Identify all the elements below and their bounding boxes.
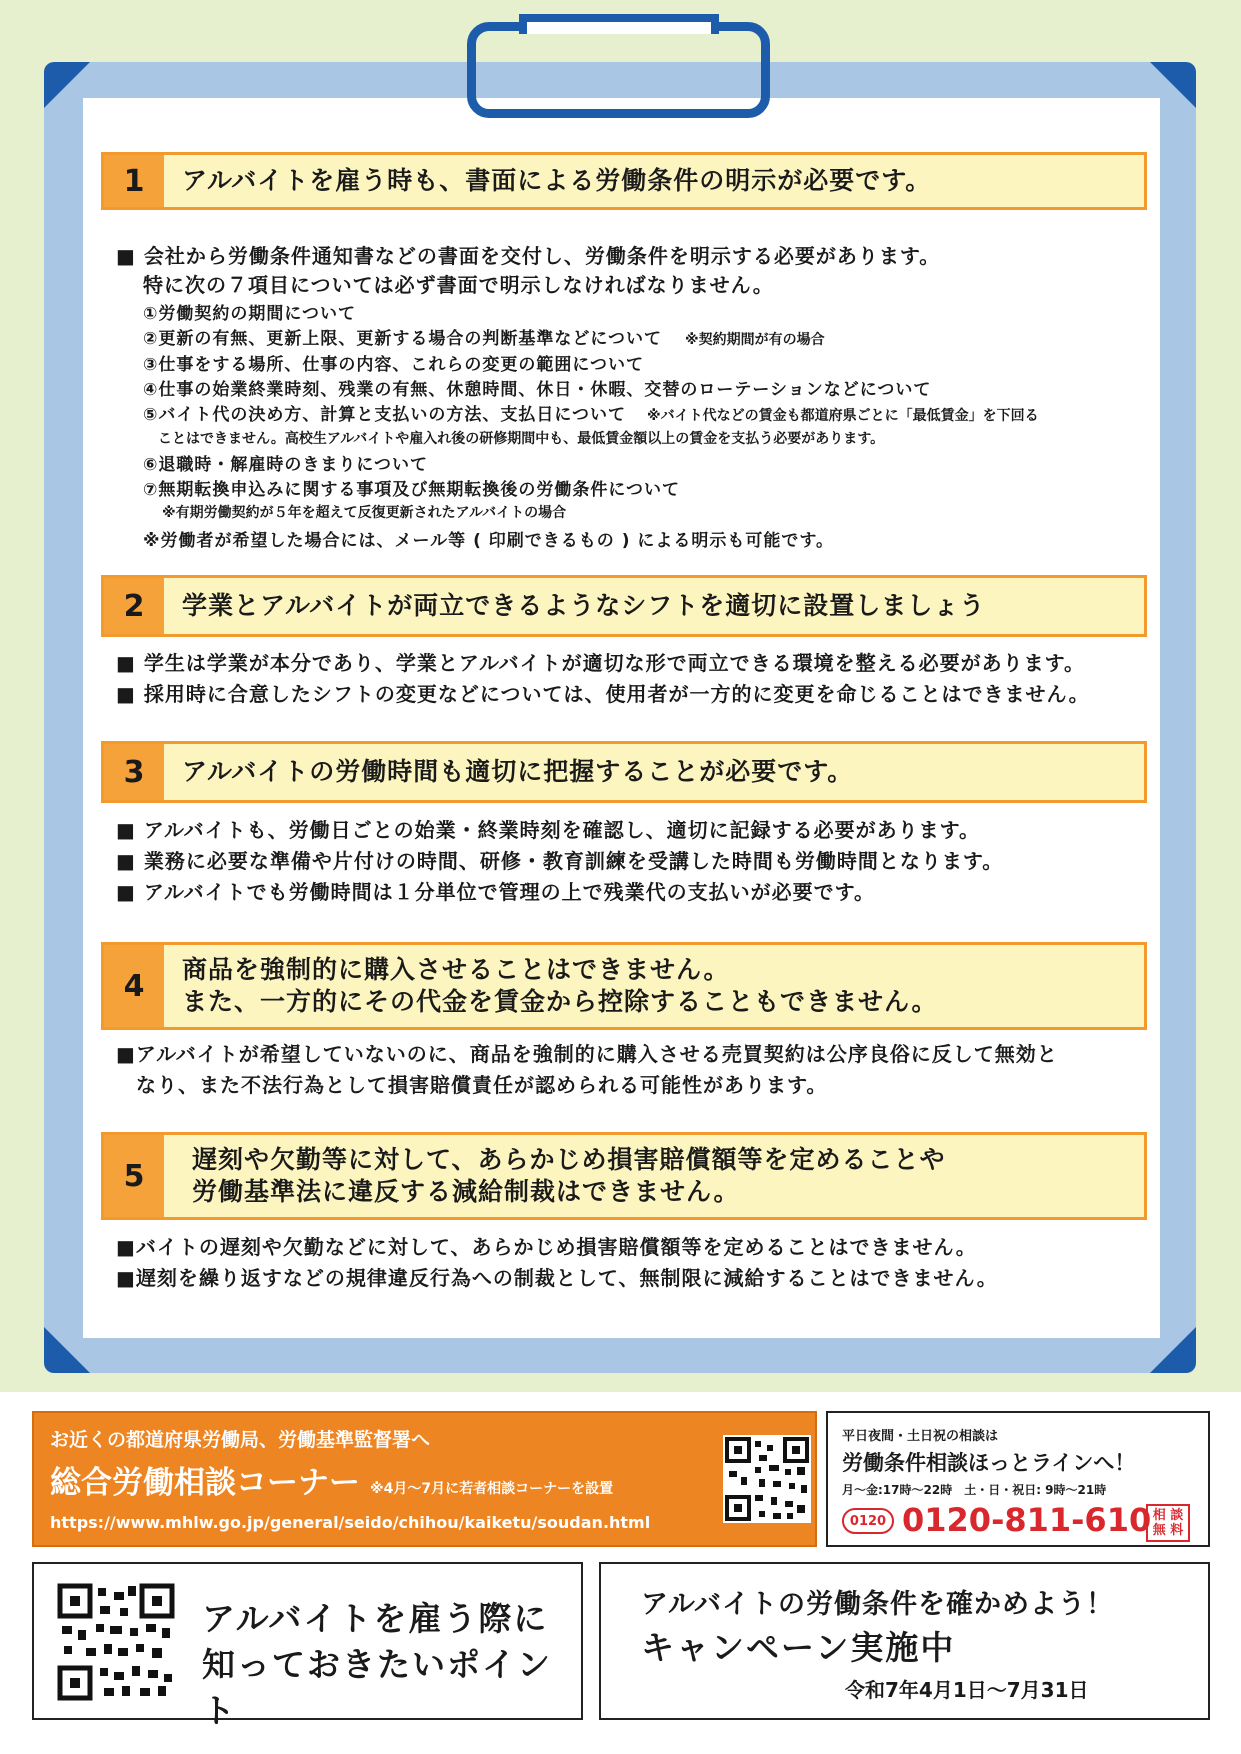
section-title-line: 商品を強制的に購入させることはできません。 [182, 955, 730, 984]
list-item: ③仕事をする場所、仕事の内容、これらの変更の範囲について [143, 355, 645, 375]
campaign-period: 令和7年4月1日～7月31日 [845, 1678, 1089, 1702]
section-2-body [116, 648, 1090, 710]
body-line: ■ アルバイトでも労働時間は１分単位で管理の上で残業代の支払いが必要です。 [116, 880, 876, 904]
section-3-header [101, 741, 1147, 803]
section-title-line: 遅刻や欠勤等に対して、あらかじめ損害賠償額等を定めることや [192, 1145, 946, 1174]
list-item: ④仕事の始業終業時刻、残業の有無、休憩時間、休日・休暇、交替のローテーションなどについて [143, 380, 932, 400]
section-footnote: ※労働者が希望した場合には、メール等 ( 印刷できるもの ) による明示も可能です。 [143, 531, 835, 551]
list-item-note: ※バイト代などの賃金も都道府県ごとに「最低賃金」を下回る [646, 408, 1039, 424]
section-4-header [101, 942, 1147, 1030]
body-line: ■遅刻を繰り返すなどの規律違反行為への制裁として、無制限に減給することはできません。 [116, 1266, 998, 1290]
badge-line: 相 談 [1152, 1508, 1184, 1523]
qr-code-icon[interactable] [723, 1435, 811, 1523]
list-item: ①労働契約の期間について [143, 304, 357, 324]
section-number: 5 [104, 1135, 164, 1217]
section-title: アルバイトの労働時間も適切に把握することが必要です。 [182, 757, 854, 786]
section-1-body [116, 242, 1039, 554]
clipboard-clip-top [519, 14, 719, 34]
body-line: ■バイトの遅刻や欠勤などに対して、あらかじめ損害賠償額等を定めることはできません。 [116, 1235, 977, 1259]
section-4-body [116, 1039, 1058, 1101]
points-box [32, 1562, 583, 1730]
campaign-headline: アルバイトの労働条件を確かめよう！ [641, 1589, 1115, 1620]
points-title-line: 知っておきたいポイント [202, 1645, 552, 1730]
free-consultation-badge [1146, 1504, 1190, 1542]
campaign-title: キャンペーン実施中 [641, 1628, 956, 1667]
freedial-logo-icon: 0120 [842, 1508, 894, 1534]
section-1-header [101, 152, 1147, 210]
consultation-corner-box [32, 1411, 817, 1547]
list-item-continuation: ことはできません。高校生アルバイトや雇入れ後の研修期間中も、最低賃金額以上の賃金を支払う必要があります。 [158, 431, 885, 447]
consultation-url-link[interactable]: https://www.mhlw.go.jp/general/seido/chihou/kaiketu/soudan.html [50, 1513, 651, 1532]
points-title [202, 1596, 581, 1734]
section-title-line: また、一方的にその代金を賃金から控除することもできません。 [182, 987, 938, 1016]
section-5-body [116, 1232, 998, 1294]
list-item [116, 403, 1039, 429]
section-number: 3 [104, 744, 164, 800]
consultation-title [50, 1457, 613, 1502]
hotline-intro: 平日夜間・土日祝の相談は [842, 1429, 999, 1444]
body-line: ■アルバイトが希望していないのに、商品を強制的に購入させる売買契約は公序良俗に反して無効と [116, 1042, 1058, 1066]
section-title: アルバイトを雇う時も、書面による労働条件の明示が必要です。 [182, 166, 932, 195]
clipboard-clip-icon [467, 22, 770, 118]
body-line: ■ 採用時に合意したシフトの変更などについては、使用者が一方的に変更を命じることはできません。 [116, 682, 1090, 706]
consultation-intro: お近くの都道府県労働局、労働基準監督署へ [50, 1429, 431, 1451]
points-title-line: アルバイトを雇う際に [202, 1599, 549, 1638]
section-title-line: 労働基準法に違反する減給制裁はできません。 [192, 1177, 740, 1206]
list-item: ⑦無期転換申込みに関する事項及び無期転換後の労働条件について [143, 480, 681, 500]
body-line: ■ 業務に必要な準備や片付けの時間、研修・教育訓練を受講した時間も労働時間となります。 [116, 849, 1004, 873]
body-line: 特に次の７項目については必ず書面で明示しなければなりません。 [143, 273, 774, 297]
badge-line: 無 料 [1152, 1523, 1184, 1538]
hotline-hours: 月～金:17時～22時 土・日・祝日: 9時～21時 [842, 1483, 1107, 1497]
list-item-note: ※契約期間が有の場合 [684, 332, 825, 348]
consultation-title-text: 総合労働相談コーナー [50, 1465, 360, 1501]
section-title [164, 1144, 946, 1208]
hotline-title: 労働条件相談ほっとラインへ！ [842, 1451, 1136, 1475]
section-number: 4 [104, 945, 164, 1027]
section-5-header [101, 1132, 1147, 1220]
section-3-body [116, 815, 1003, 908]
list-item-text: ②更新の有無、更新上限、更新する場合の判断基準などについて [143, 329, 663, 349]
section-title: 学業とアルバイトが両立できるようなシフトを適切に設置しましょう [182, 591, 986, 620]
list-item-note: ※有期労働契約が５年を超えて反復更新されたアルバイトの場合 [162, 505, 567, 521]
list-item [116, 327, 1039, 353]
section-number: 2 [104, 578, 164, 634]
consultation-note: ※4月～7月に若者相談コーナーを設置 [370, 1481, 614, 1497]
list-item-text: ⑤バイト代の決め方、計算と支払いの方法、支払日について [143, 405, 627, 425]
section-number: 1 [104, 155, 164, 207]
section-title [164, 954, 938, 1018]
section-2-header [101, 575, 1147, 637]
body-line: ■ アルバイトも、労働日ごとの始業・終業時刻を確認し、適切に記録する必要があります。 [116, 818, 981, 842]
hotline-box [826, 1411, 1210, 1547]
body-line: なり、また不法行為として損害賠償責任が認められる可能性があります。 [136, 1073, 828, 1097]
body-line: ■ 会社から労働条件通知書などの書面を交付し、労働条件を明示する必要があります。 [116, 244, 941, 268]
campaign-box [599, 1562, 1210, 1720]
hotline-phone-number[interactable]: 0120-811-610 [902, 1501, 1152, 1539]
qr-code-icon[interactable] [56, 1582, 176, 1702]
list-item: ⑥退職時・解雇時のきまりについて [143, 455, 429, 475]
body-line: ■ 学生は学業が本分であり、学業とアルバイトが適切な形で両立できる環境を整える必要があります。 [116, 651, 1086, 675]
